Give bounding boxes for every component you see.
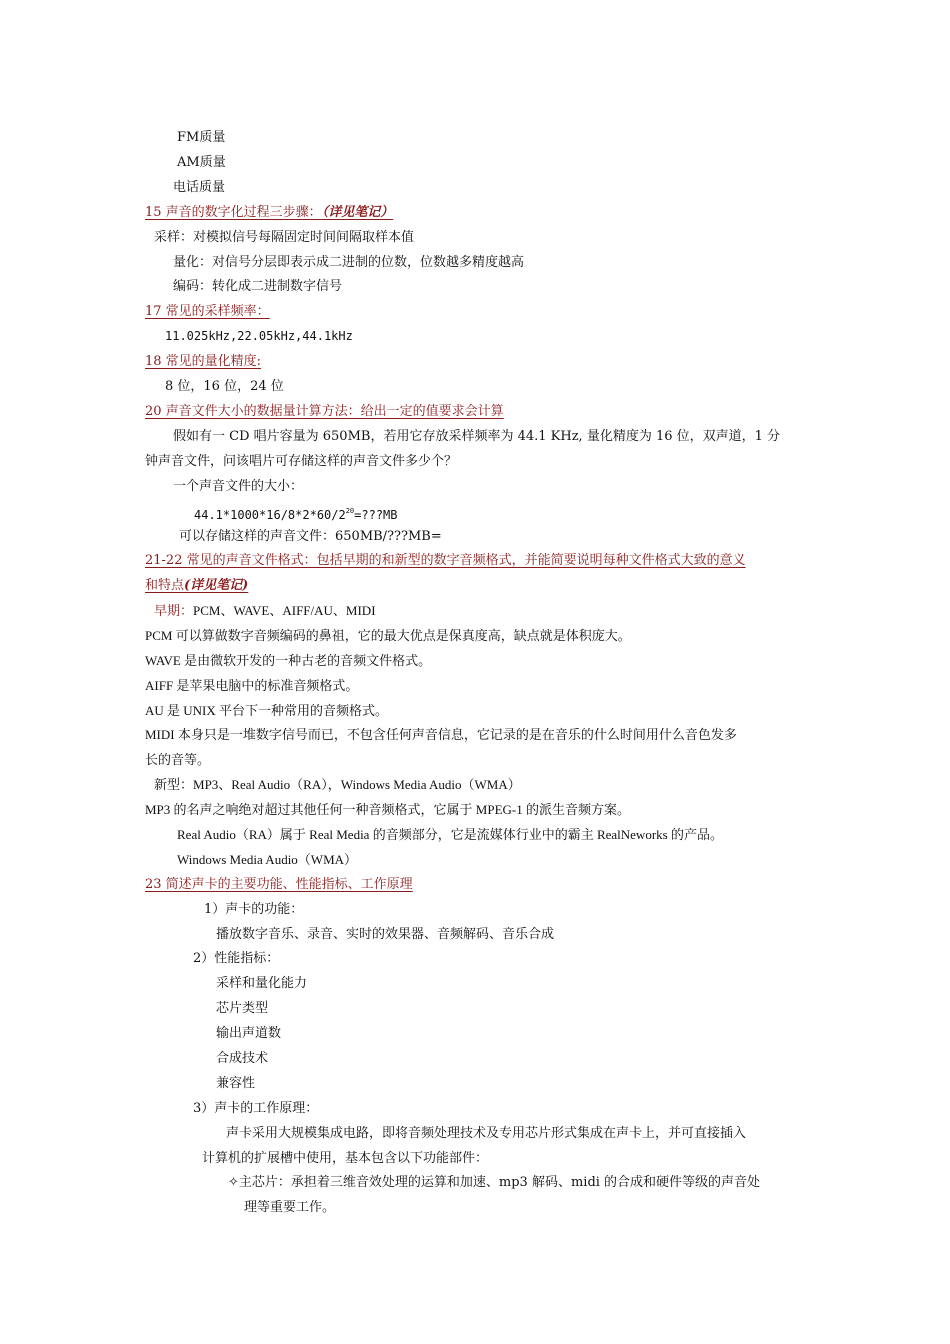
formula-result: =???MB (354, 508, 398, 522)
problem-line-1: 假如有一 CD 唱片容量为 650MB，若用它存放采样频率为 44.1 KHz, 量化精度为 16 位，双声道，1 分 (173, 429, 781, 444)
principle-line-1: 声卡采用大规模集成电路，即将音频处理技术及专用芯片形式集成在声卡上，并可直接插入 (226, 1126, 747, 1141)
quantization-line: 量化：对信号分层即表示成二进制的位数，位数越多精度越高 (173, 255, 525, 270)
count-line: 可以存储这样的声音文件：650MB/???MB= (179, 529, 442, 544)
ra-desc: Real Audio（RA）属于 Real Media 的音频部分，它是流媒体行业中的霸主 RealNeworks 的产品。 (177, 827, 723, 842)
size-label: 一个声音文件的大小： (173, 479, 304, 494)
section-20-heading: 20 声音文件大小的数据量计算方法：给出一定的值要求会计算 (145, 404, 504, 419)
mp3-desc: MP3 的名声之响绝对超过其他任何一种音频格式，它属于 MPEG-1 的派生音频方案。 (145, 802, 630, 817)
quant-precision: 8 位，16 位，24 位 (165, 379, 284, 394)
section-21-heading-line-2 (145, 573, 807, 598)
formula-base: 44.1*1000*16/8*2*60/2 (194, 508, 346, 522)
encoding-line: 编码：转化成二进制数字信号 (173, 279, 343, 294)
performance-item: 芯片类型 (216, 1001, 269, 1016)
wave-desc: WAVE 是由微软开发的一种古老的音频文件格式。 (145, 653, 432, 668)
section-21-heading-note: (详见笔记) (184, 578, 249, 593)
performance-item: 采样和量化能力 (216, 976, 308, 991)
wma-desc: Windows Media Audio（WMA） (177, 852, 358, 867)
quality-item-phone: 电话质量 (173, 180, 226, 195)
main-chip-line-2: 理等重要工作。 (244, 1200, 336, 1215)
sampling-line: 采样：对模拟信号每隔固定时间间隔取样本值 (154, 230, 415, 245)
sample-rates: 11.025kHz,22.05kHz,44.1kHz (165, 329, 353, 343)
function-value: 播放数字音乐、录音、实时的效果器、音频解码、音乐合成 (216, 927, 555, 942)
section-15-heading-note: （详见笔记） (321, 205, 394, 220)
new-value: MP3、Real Audio（RA），Windows Media Audio（WMA） (193, 777, 521, 792)
midi-desc-line-2: 长的音等。 (145, 752, 211, 767)
section-21-heading-line-1: 21-22 常见的声音文件格式：包括早期的和新型的数字音频格式，并能简要说明每种文件格式大致的意义 (145, 553, 746, 568)
main-chip-line-1 (228, 1170, 808, 1195)
principle-title: 3）声卡的工作原理： (193, 1101, 319, 1116)
performance-item: 输出声道数 (216, 1026, 282, 1041)
section-23-heading: 23 简述声卡的主要功能、性能指标、工作原理 (145, 877, 413, 892)
performance-title: 2）性能指标： (193, 951, 280, 966)
performance-item: 合成技术 (216, 1051, 269, 1066)
quality-item-am: AM质量 (177, 155, 226, 170)
problem-line-2: 钟声音文件，问该唱片可存储这样的声音文件多少个？ (145, 454, 458, 469)
aiff-desc: AIFF 是苹果电脑中的标准音频格式。 (145, 678, 359, 693)
quality-item-fm: FM质量 (177, 130, 226, 145)
section-21-heading-tail: 和特点 (145, 578, 185, 593)
midi-desc-line-1: MIDI 本身只是一堆数字信号而已，不包含任何声音信息，它记录的是在音乐的什么时间用什么音色发多 (145, 727, 737, 742)
performance-item: 兼容性 (216, 1076, 256, 1091)
function-title: 1）声卡的功能： (204, 902, 304, 917)
pcm-desc: PCM 可以算做数字音频编码的鼻祖，它的最大优点是保真度高，缺点就是体积庞大。 (145, 628, 631, 643)
formula-exponent: 20 (345, 507, 355, 515)
new-label: 新型： (154, 777, 194, 792)
new-formats (154, 772, 816, 797)
early-value: PCM、WAVE、AIFF/AU、MIDI (193, 603, 376, 618)
au-desc: AU 是 UNIX 平台下一种常用的音频格式。 (145, 703, 389, 718)
section-15-heading (145, 200, 807, 225)
section-18-heading: 18 常见的量化精度: (145, 354, 262, 369)
early-formats (154, 598, 816, 623)
principle-line-2: 计算机的扩展槽中使用，基本包含以下功能部件： (202, 1151, 489, 1166)
section-15-heading-text: 15 声音的数字化过程三步骤： (145, 205, 322, 220)
section-17-heading: 17 常见的采样频率： (145, 304, 270, 319)
diamond-bullet-icon: ✧ (228, 1175, 239, 1190)
main-chip-text: 主芯片：承担着三维音效处理的运算和加速、mp3 解码、midi 的合成和硬件等级的声音处 (238, 1175, 761, 1190)
early-label: 早期： (154, 603, 194, 618)
